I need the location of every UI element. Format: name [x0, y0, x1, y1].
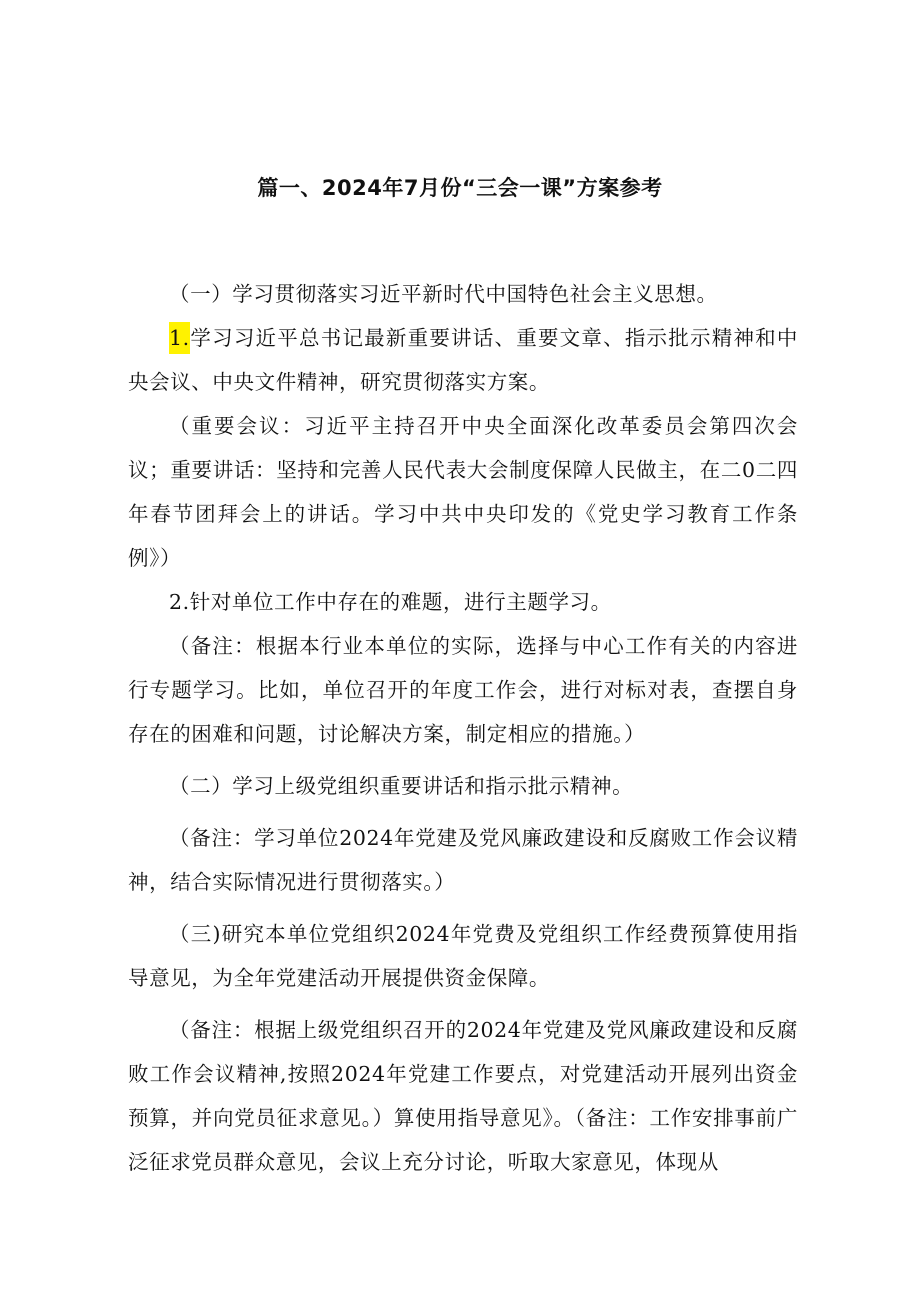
paragraph-item-2: 2.针对单位工作中存在的难题，进行主题学习。 [169, 590, 612, 614]
paragraph-note-meetings: （重要会议：习近平主持召开中央全面深化改革委员会第四次会议；重要讲话：坚持和完善人民代表大会制度保障人民做主，在二0二四年春节团拜会上的讲话。学习中共中央印发的《党史学习教育工作条例》） [128, 414, 798, 570]
paragraph-section-1: （一）学习贯彻落实习近平新时代中国特色社会主义思想。 [169, 282, 718, 306]
paragraph-note-section-3: （备注：根据上级党组织召开的2024年党建及党风廉政建设和反腐败工作会议精神,按照2024年党建工作要点，对党建活动开展列出资金预算，并向党员征求意见。）算使用指导意见》。（备注：工作安排事前广泛征求党员群众意见，会议上充分讨论，听取大家意见，体现从 [128, 1018, 798, 1174]
paragraph-section-2: （二）学习上级党组织重要讲话和指示批示精神。 [169, 774, 634, 798]
document-body [128, 272, 798, 1184]
paragraph-item-1 [128, 316, 798, 404]
item-1-text: 学习习近平总书记最新重要讲话、重要文章、指示批示精神和中央会议、中央文件精神，研究贯彻落实方案。 [128, 326, 798, 394]
highlighted-item-number: 1. [169, 322, 190, 354]
document-title: 篇一、2024年7月份“三会一课”方案参考 [257, 176, 663, 200]
paragraph-note-item-2: （备注：根据本行业本单位的实际，选择与中心工作有关的内容进行专题学习。比如，单位召开的年度工作会，进行对标对表，查摆自身存在的困难和问题，讨论解决方案，制定相应的措施。） [128, 634, 798, 746]
paragraph-note-section-2: （备注：学习单位2024年党建及党风廉政建设和反腐败工作会议精神，结合实际情况进行贯彻落实。） [128, 826, 798, 894]
paragraph-section-3: （三)研究本单位党组织2024年党费及党组织工作经费预算使用指导意见，为全年党建活动开展提供资金保障。 [128, 922, 798, 990]
